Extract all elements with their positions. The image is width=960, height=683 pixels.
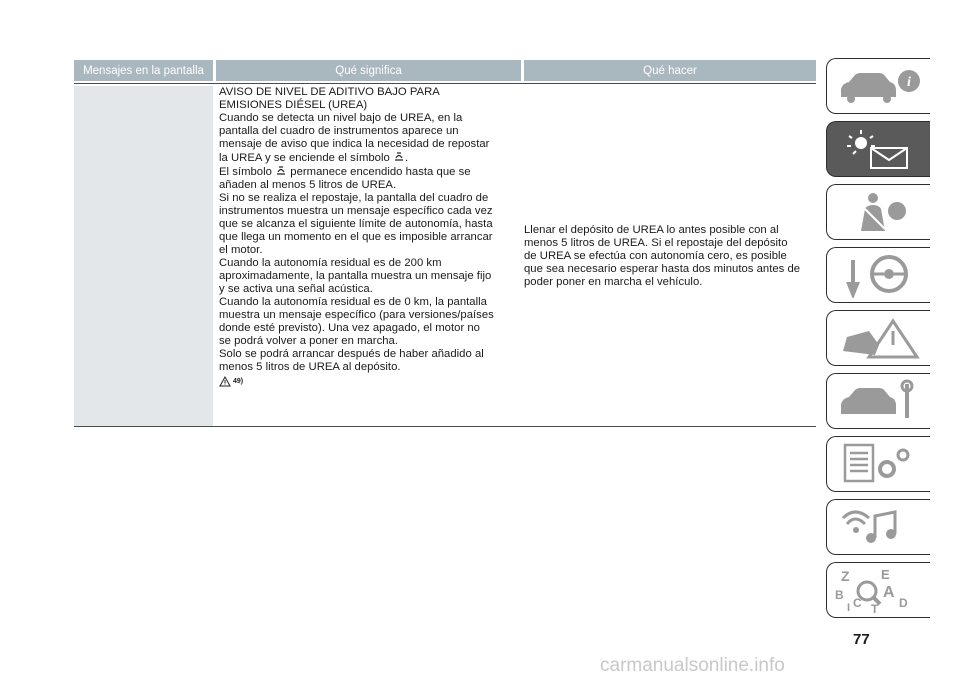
urea-symbol-icon <box>275 165 287 176</box>
meaning-line: menos 5 litros de UREA al depósito. <box>219 361 401 373</box>
meaning-line: aproximadamente, la pantalla muestra un mensaje fijo <box>219 270 492 282</box>
meaning-text: El símbolo <box>219 166 272 178</box>
action-line: menos 5 litros de UREA. Si el repostaje del depósito <box>524 236 788 249</box>
meaning-cell <box>216 86 521 426</box>
meaning-line: AVISO DE NIVEL DE ADITIVO BAJO PARA <box>219 86 440 98</box>
table-header <box>74 60 816 81</box>
meaning-line: y se activa una señal acústica. <box>219 283 373 295</box>
seatbelt-airbag-icon <box>835 189 925 235</box>
steering-wheel-icon <box>835 252 925 298</box>
meaning-line: que se alcanza el siguiente límite de autonomía, hasta <box>219 218 493 230</box>
index-icon <box>835 567 925 613</box>
meaning-line: pantalla del cuadro de instrumentos aparece un <box>219 125 459 137</box>
index-letter: C <box>853 596 862 610</box>
header-rule <box>74 83 816 84</box>
meaning-line: añaden al menos 5 litros de UREA. <box>219 179 397 191</box>
meaning-line: el motor. <box>219 244 263 256</box>
meaning-text: permanece encendido hasta que se <box>290 166 471 178</box>
header-action: Qué hacer <box>524 60 816 81</box>
index-letter: T <box>871 602 879 613</box>
message-cell <box>74 86 213 426</box>
message-table <box>74 60 816 426</box>
warning-lights-icon <box>835 126 925 172</box>
page-number: 77 <box>853 631 870 648</box>
car-maintenance-icon <box>835 378 925 424</box>
header-messages: Mensajes en la pantalla <box>74 60 213 81</box>
table-bottom-rule <box>74 426 816 427</box>
tab-technical-data[interactable] <box>826 436 930 492</box>
emergency-icon <box>835 315 925 361</box>
action-line: que sea necesario esperar hasta dos minutos antes de <box>524 262 801 275</box>
meaning-line: se podrá volver a poner en marcha. <box>219 335 399 347</box>
index-letter: Z <box>841 568 850 584</box>
index-letter: D <box>899 596 908 610</box>
index-letter: I <box>847 602 851 613</box>
meaning-line: Solo se podrá arrancar después de haber añadido al <box>219 348 484 360</box>
meaning-line: Cuando la autonomía residual es de 200 km <box>219 257 442 269</box>
meaning-line: instrumentos muestra un mensaje específico cada vez <box>219 205 493 217</box>
meaning-line: Si no se realiza el repostaje, la pantalla del cuadro de <box>219 192 489 204</box>
tab-warning-lights[interactable] <box>826 121 930 177</box>
action-line: de UREA se efectúa con autonomía cero, es posible <box>524 249 787 262</box>
tab-index[interactable] <box>826 562 930 618</box>
meaning-line: Cuando se detecta un nivel bajo de UREA, en la <box>219 112 463 124</box>
table-row <box>74 86 816 426</box>
warning-reference <box>219 376 521 387</box>
index-letter: A <box>883 584 895 601</box>
meaning-line: Cuando la autonomía residual es de 0 km, la pantalla <box>219 296 487 308</box>
tab-safety[interactable] <box>826 184 930 240</box>
urea-symbol-icon <box>393 151 405 162</box>
tab-car-info[interactable] <box>826 58 930 114</box>
tab-driving[interactable] <box>826 247 930 303</box>
index-letter: B <box>835 588 844 602</box>
meaning-line: muestra un mensaje específico (para versiones/países <box>219 309 494 321</box>
action-cell <box>524 86 816 426</box>
meaning-line: la UREA y se enciende el símbolo . <box>219 152 409 164</box>
tab-emergency[interactable] <box>826 310 930 366</box>
warning-triangle-icon <box>219 376 231 387</box>
tab-multimedia[interactable] <box>826 499 930 555</box>
meaning-line <box>219 165 521 179</box>
action-line: poder poner en marcha el vehículo. <box>524 275 703 288</box>
meaning-line: que llega un momento en el que es imposible arrancar <box>219 231 493 243</box>
meaning-line: donde esté previsto). Una vez apagado, el motor no <box>219 322 480 334</box>
multimedia-icon <box>835 504 925 550</box>
action-line: Llenar el depósito de UREA lo antes posible con al <box>524 223 779 236</box>
meaning-line: mensaje de aviso que indica la necesidad de repostar <box>219 138 490 150</box>
tab-maintenance[interactable] <box>826 373 930 429</box>
technical-data-icon <box>835 441 925 487</box>
car-info-icon <box>835 63 925 109</box>
meaning-line: EMISIONES DIÉSEL (UREA) <box>219 99 368 111</box>
svg-text:i: i <box>907 75 911 90</box>
watermark: carmanualsonline.info <box>600 655 785 676</box>
meaning-text: la UREA y se enciende el símbolo <box>219 152 390 164</box>
header-meaning: Qué significa <box>216 60 521 81</box>
index-letter: E <box>881 567 890 582</box>
warning-ref-number: 49) <box>233 378 244 385</box>
